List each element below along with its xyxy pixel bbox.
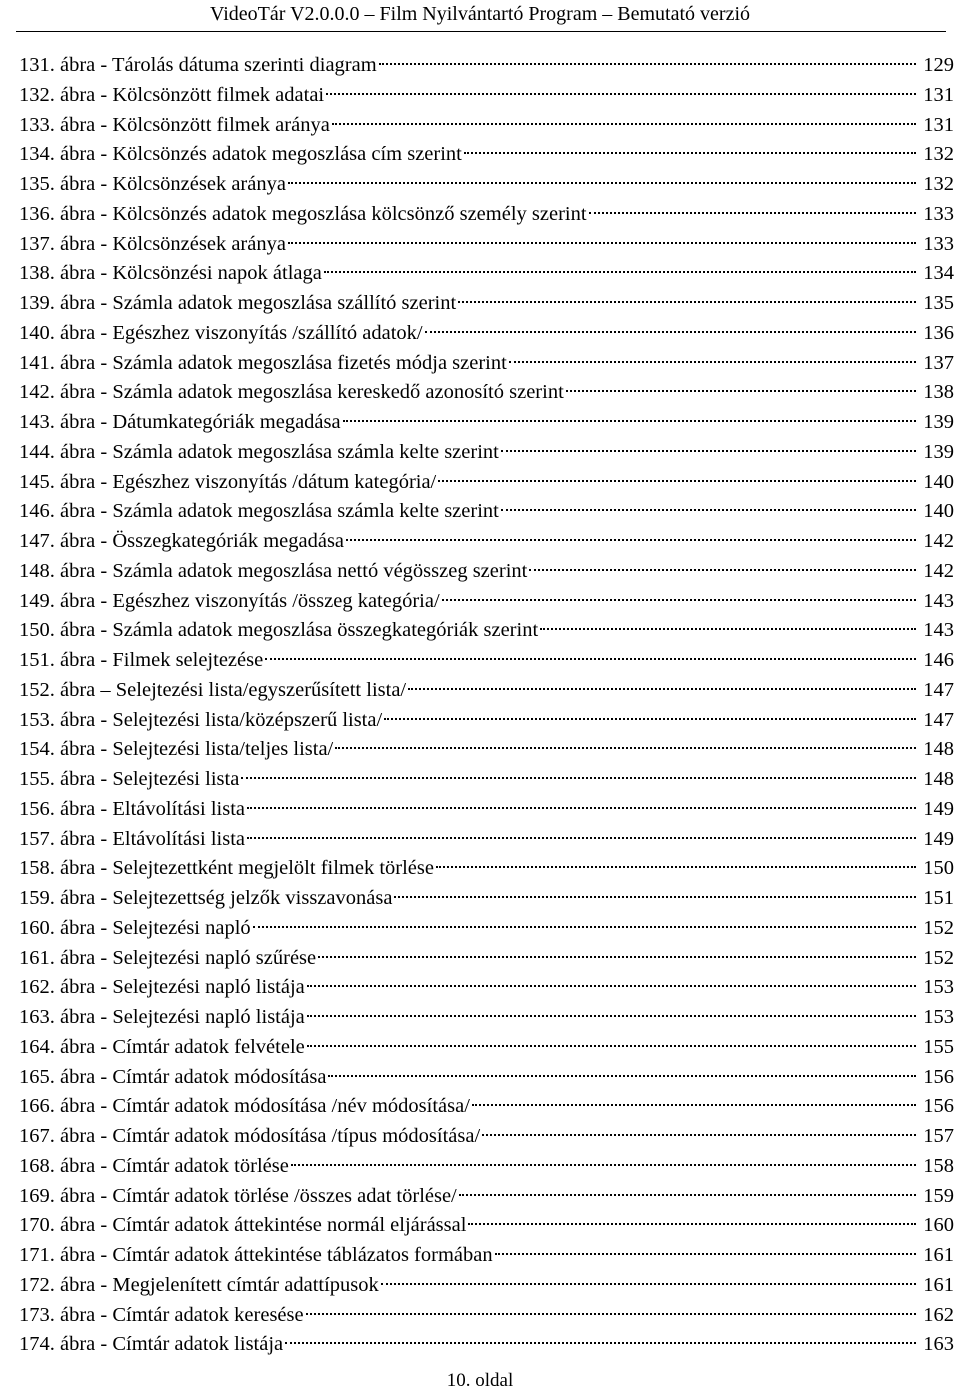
toc-entry[interactable]: [19, 200, 954, 230]
toc-entry-number: 165.: [19, 1065, 55, 1088]
toc-entry-title: ábra - Kölcsönzött filmek aránya: [60, 113, 330, 136]
toc-entry[interactable]: [19, 735, 954, 765]
toc-entry-title: ábra - Címtár adatok felvétele: [60, 1035, 305, 1058]
toc-entry-page: 133: [923, 232, 954, 255]
toc-entry-title: ábra - Címtár adatok listája: [60, 1333, 284, 1356]
dot-leader: [472, 1104, 916, 1106]
dot-leader: [291, 1164, 916, 1166]
dot-leader: [501, 450, 916, 452]
toc-entry-page: 142: [923, 559, 954, 582]
dot-leader: [381, 1283, 916, 1285]
toc-entry-number: 147.: [19, 530, 55, 552]
toc-entry-title: ábra - Selejtezési napló szűrése: [60, 946, 317, 969]
toc-entry[interactable]: [19, 884, 954, 914]
dot-leader: [328, 1075, 916, 1077]
dot-leader: [464, 152, 916, 154]
toc-entry[interactable]: [19, 1033, 954, 1063]
toc-entry[interactable]: [19, 706, 954, 736]
toc-entry-page: 161: [923, 1244, 954, 1266]
toc-entry-number: 154.: [19, 738, 55, 761]
toc-entry[interactable]: [19, 170, 954, 200]
toc-entry[interactable]: [19, 825, 954, 855]
toc-entry-number: 166.: [19, 1095, 55, 1118]
toc-entry-page: 147: [923, 678, 954, 701]
dot-leader: [384, 718, 916, 720]
toc-entry[interactable]: [19, 587, 954, 617]
toc-entry-title: ábra - Címtár adatok áttekintése normál eljárással: [60, 1214, 467, 1237]
toc-entry-title: ábra - Számla adatok megoszlása nettó végösszeg szerint: [60, 559, 528, 582]
toc-entry[interactable]: [19, 438, 954, 468]
toc-entry-title: ábra - Címtár adatok módosítása /típus módosítása/: [60, 1125, 481, 1147]
dot-leader: [335, 747, 916, 749]
toc-entry-page: 140: [923, 500, 954, 523]
toc-entry-page: 129: [923, 54, 954, 76]
toc-entry[interactable]: [19, 973, 954, 1003]
toc-entry-title: ábra - Egészhez viszonyítás /dátum kategória/: [60, 470, 437, 493]
toc-entry[interactable]: [19, 289, 954, 319]
toc-entry-title: ábra - Dátumkategóriák megadása: [60, 411, 341, 433]
toc-entry-number: 169.: [19, 1184, 55, 1207]
toc-entry-title: ábra - Címtár adatok törlése /összes adat törlése/: [60, 1184, 457, 1207]
page-footer: [0, 1370, 960, 1392]
header-divider: [16, 31, 946, 32]
toc-entry-page: 150: [923, 857, 954, 880]
toc-entry[interactable]: [19, 378, 954, 408]
toc-entry-number: 156.: [19, 797, 55, 820]
toc-entry-number: 145.: [19, 470, 55, 493]
toc-entry-page: 161: [923, 1273, 954, 1296]
toc-entry-page: 152: [923, 946, 954, 969]
toc-entry-number: 162.: [19, 976, 55, 999]
toc-entry-title: ábra - Számla adatok megoszlása számla kelte szerint: [60, 500, 499, 523]
toc-entry-page: 158: [923, 1154, 954, 1177]
toc-entry-title: ábra - Selejtezési lista/középszerű lista/: [60, 708, 383, 731]
toc-entry-number: 168.: [19, 1154, 55, 1177]
toc-entry-number: 159.: [19, 887, 55, 909]
toc-entry-title: ábra - Címtár adatok módosítása: [60, 1065, 327, 1088]
dot-leader: [501, 509, 916, 511]
toc-entry-title: ábra - Filmek selejtezése: [60, 649, 264, 671]
toc-entry-number: 167.: [19, 1125, 55, 1147]
toc-entry[interactable]: [19, 319, 954, 349]
toc-entry-page: 148: [923, 738, 954, 761]
toc-entry-number: 171.: [19, 1244, 55, 1266]
toc-entry-title: ábra - Selejtezési lista/teljes lista/: [60, 738, 334, 761]
toc-entry[interactable]: [19, 557, 954, 587]
toc-entry-page: 160: [923, 1214, 954, 1237]
toc-entry-page: 135: [923, 292, 954, 314]
dot-leader: [482, 1134, 916, 1136]
toc-entry[interactable]: [19, 1122, 954, 1152]
toc-entry-title: ábra - Kölcsönzések aránya: [60, 232, 286, 255]
toc-entry-page: 153: [923, 1006, 954, 1028]
toc-entry[interactable]: [19, 1330, 954, 1360]
toc-entry-title: ábra - Megjelenített címtár adattípusok: [60, 1273, 379, 1296]
dot-leader: [408, 688, 916, 690]
toc-entry-title: ábra - Selejtezési napló listája: [60, 976, 305, 999]
dot-leader: [332, 123, 916, 125]
header-title: VideoTár V2.0.0.0 – Film Nyilvántartó Program – Bemutató verzió: [210, 3, 750, 25]
dot-leader: [346, 539, 916, 541]
dot-leader: [442, 599, 916, 601]
toc-entry-number: 158.: [19, 857, 55, 880]
toc-entry[interactable]: [19, 111, 954, 141]
toc-entry-number: 133.: [19, 113, 55, 136]
toc-entry-title: ábra - Selejtezettként megjelölt filmek törlése: [60, 857, 434, 880]
dot-leader: [458, 301, 916, 303]
toc-entry-page: 132: [923, 173, 954, 195]
toc-entry[interactable]: [19, 854, 954, 884]
toc-entry[interactable]: [19, 795, 954, 825]
toc-entry-number: 163.: [19, 1006, 55, 1028]
toc-entry-title: ábra - Kölcsönzés adatok megoszlása cím szerint: [60, 143, 462, 166]
toc-entry[interactable]: [19, 527, 954, 557]
toc-entry[interactable]: [19, 1301, 954, 1331]
toc-entry-title: ábra - Kölcsönzések aránya: [60, 173, 286, 195]
toc-entry[interactable]: [19, 1063, 954, 1093]
toc-entry-number: 174.: [19, 1333, 55, 1356]
toc-entry-title: ábra – Selejtezési lista/egyszerűsített lista/: [60, 678, 407, 701]
dot-leader: [247, 837, 916, 839]
toc-entry-number: 138.: [19, 262, 55, 285]
toc-entry-page: 137: [923, 351, 954, 374]
toc-entry[interactable]: [19, 468, 954, 498]
dot-leader: [306, 1313, 916, 1315]
dot-leader: [307, 1015, 916, 1017]
page-number: 10. oldal: [446, 1370, 514, 1391]
toc-entry[interactable]: [19, 81, 954, 111]
dot-leader: [253, 926, 916, 928]
dot-leader: [318, 956, 916, 958]
toc-entry-page: 149: [923, 797, 954, 820]
toc-entry-title: ábra - Címtár adatok módosítása /név módosítása/: [60, 1095, 470, 1118]
toc-entry-title: ábra - Selejtezési lista: [60, 768, 240, 790]
toc-entry[interactable]: [19, 1092, 954, 1122]
toc-entry[interactable]: [19, 676, 954, 706]
toc-entry-page: 153: [923, 976, 954, 999]
toc-entry-page: 142: [923, 530, 954, 552]
toc-entry-page: 152: [923, 916, 954, 939]
toc-entry-number: 148.: [19, 559, 55, 582]
toc-entry-title: ábra - Kölcsönzés adatok megoszlása kölcsönző személy szerint: [60, 202, 587, 225]
toc-entry[interactable]: [19, 765, 954, 795]
toc-entry-page: 155: [923, 1035, 954, 1058]
toc-entry-title: ábra - Összegkategóriák megadása: [60, 530, 345, 552]
dot-leader: [468, 1223, 916, 1225]
toc-entry-number: 151.: [19, 649, 55, 671]
toc-entry-page: 136: [923, 321, 954, 344]
toc-entry-number: 164.: [19, 1035, 55, 1058]
toc-entry-page: 151: [923, 887, 954, 909]
toc-entry-page: 163: [923, 1333, 954, 1356]
toc-entry-page: 156: [923, 1095, 954, 1118]
toc-entry-page: 138: [923, 381, 954, 404]
dot-leader: [459, 1194, 916, 1196]
toc-entry-number: 155.: [19, 768, 55, 790]
toc-entry-title: ábra - Tárolás dátuma szerinti diagram: [60, 54, 377, 76]
toc-entry[interactable]: [19, 944, 954, 974]
toc-entry[interactable]: [19, 349, 954, 379]
toc-entry-page: 132: [923, 143, 954, 166]
toc-entry-title: ábra - Selejtezettség jelzők visszavonása: [60, 887, 393, 909]
toc-entry-page: 149: [923, 827, 954, 850]
toc-entry-page: 157: [923, 1125, 954, 1147]
toc-entry-title: ábra - Számla adatok megoszlása szállító szerint: [60, 292, 457, 314]
toc-entry-number: 153.: [19, 708, 55, 731]
toc-entry-title: ábra - Eltávolítási lista: [60, 827, 246, 850]
toc-entry-number: 131.: [19, 54, 55, 76]
toc-entry-number: 150.: [19, 619, 55, 642]
toc-entry-number: 140.: [19, 321, 55, 344]
dot-leader: [495, 1253, 916, 1255]
toc-entry[interactable]: [19, 51, 954, 81]
toc-entry-number: 149.: [19, 589, 55, 612]
dot-leader: [247, 807, 916, 809]
dot-leader: [307, 1045, 916, 1047]
toc-entry-page: 143: [923, 589, 954, 612]
toc-entry-number: 136.: [19, 202, 55, 225]
dot-leader: [265, 658, 916, 660]
dot-leader: [324, 271, 916, 273]
dot-leader: [343, 420, 916, 422]
dot-leader: [425, 331, 916, 333]
toc-entry[interactable]: [19, 497, 954, 527]
toc-entry-page: 147: [923, 708, 954, 731]
toc-entry-title: ábra - Számla adatok megoszlása kereskedő azonosító szerint: [60, 381, 564, 404]
dot-leader: [540, 628, 916, 630]
toc-entry[interactable]: [19, 1182, 954, 1212]
dot-leader: [379, 63, 916, 65]
toc-entry-number: 141.: [19, 351, 55, 374]
toc-entry[interactable]: [19, 1271, 954, 1301]
toc-entry-title: ábra - Egészhez viszonyítás /szállító adatok/: [60, 321, 423, 344]
toc-entry-number: 143.: [19, 411, 55, 433]
toc-entry-title: ábra - Számla adatok megoszlása fizetés módja szerint: [60, 351, 507, 374]
toc-entry-number: 172.: [19, 1273, 55, 1296]
toc-entry[interactable]: [19, 408, 954, 438]
toc-entry[interactable]: [19, 1003, 954, 1033]
toc-entry-page: 131: [923, 83, 954, 106]
dot-leader: [241, 777, 916, 779]
toc-entry-number: 144.: [19, 440, 55, 463]
toc-entry-page: 156: [923, 1065, 954, 1088]
toc-entry-title: ábra - Selejtezési napló listája: [60, 1006, 305, 1028]
toc-entry-title: ábra - Címtár adatok keresése: [60, 1303, 304, 1326]
toc-entry-number: 170.: [19, 1214, 55, 1237]
toc-entry-page: 134: [923, 262, 954, 285]
toc-entry-page: 148: [923, 768, 954, 790]
dot-leader: [288, 182, 916, 184]
toc-entry-number: 134.: [19, 143, 55, 166]
toc-entry-page: 143: [923, 619, 954, 642]
toc-entry[interactable]: [19, 1211, 954, 1241]
toc-entry-number: 161.: [19, 946, 55, 969]
toc-entry[interactable]: [19, 259, 954, 289]
toc-entry[interactable]: [19, 140, 954, 170]
toc-entry[interactable]: [19, 616, 954, 646]
toc-entry-number: 132.: [19, 83, 55, 106]
dot-leader: [326, 93, 916, 95]
toc-entry-title: ábra - Címtár adatok áttekintése táblázatos formában: [60, 1244, 493, 1266]
toc-entry[interactable]: [19, 1152, 954, 1182]
toc-entry-page: 133: [923, 202, 954, 225]
toc-entry-page: 139: [923, 440, 954, 463]
toc-entry-title: ábra - Eltávolítási lista: [60, 797, 246, 820]
toc-entry[interactable]: [19, 914, 954, 944]
dot-leader: [394, 896, 916, 898]
toc-entry-number: 146.: [19, 500, 55, 523]
toc-entry-page: 162: [923, 1303, 954, 1326]
toc-entry-number: 135.: [19, 173, 55, 195]
toc-entry-number: 157.: [19, 827, 55, 850]
toc-entry[interactable]: [19, 646, 954, 676]
table-of-figures: [19, 51, 954, 1360]
toc-entry-title: ábra - Kölcsönzött filmek adatai: [60, 83, 325, 106]
page-header: [0, 0, 960, 35]
toc-entry-page: 159: [923, 1184, 954, 1207]
dot-leader: [509, 361, 916, 363]
toc-entry-page: 146: [923, 649, 954, 671]
dot-leader: [438, 480, 916, 482]
toc-entry-number: 152.: [19, 678, 55, 701]
toc-entry-title: ábra - Kölcsönzési napok átlaga: [60, 262, 322, 285]
dot-leader: [307, 985, 916, 987]
toc-entry-title: ábra - Selejtezési napló: [60, 916, 251, 939]
dot-leader: [566, 390, 916, 392]
toc-entry-number: 160.: [19, 916, 55, 939]
toc-entry-page: 139: [923, 411, 954, 433]
dot-leader: [436, 866, 916, 868]
toc-entry-title: ábra - Címtár adatok törlése: [60, 1154, 289, 1177]
toc-entry-page: 140: [923, 470, 954, 493]
dot-leader: [589, 212, 916, 214]
dot-leader: [285, 1342, 916, 1344]
toc-entry-number: 142.: [19, 381, 55, 404]
toc-entry-title: ábra - Egészhez viszonyítás /összeg kategória/: [60, 589, 440, 612]
toc-entry[interactable]: [19, 1241, 954, 1271]
toc-entry-number: 139.: [19, 292, 55, 314]
dot-leader: [288, 242, 916, 244]
toc-entry-number: 137.: [19, 232, 55, 255]
toc-entry-page: 131: [923, 113, 954, 136]
toc-entry[interactable]: [19, 230, 954, 260]
toc-entry-title: ábra - Számla adatok megoszlása összegkategóriák szerint: [60, 619, 539, 642]
dot-leader: [529, 569, 916, 571]
toc-entry-number: 173.: [19, 1303, 55, 1326]
toc-entry-title: ábra - Számla adatok megoszlása számla kelte szerint: [60, 440, 499, 463]
